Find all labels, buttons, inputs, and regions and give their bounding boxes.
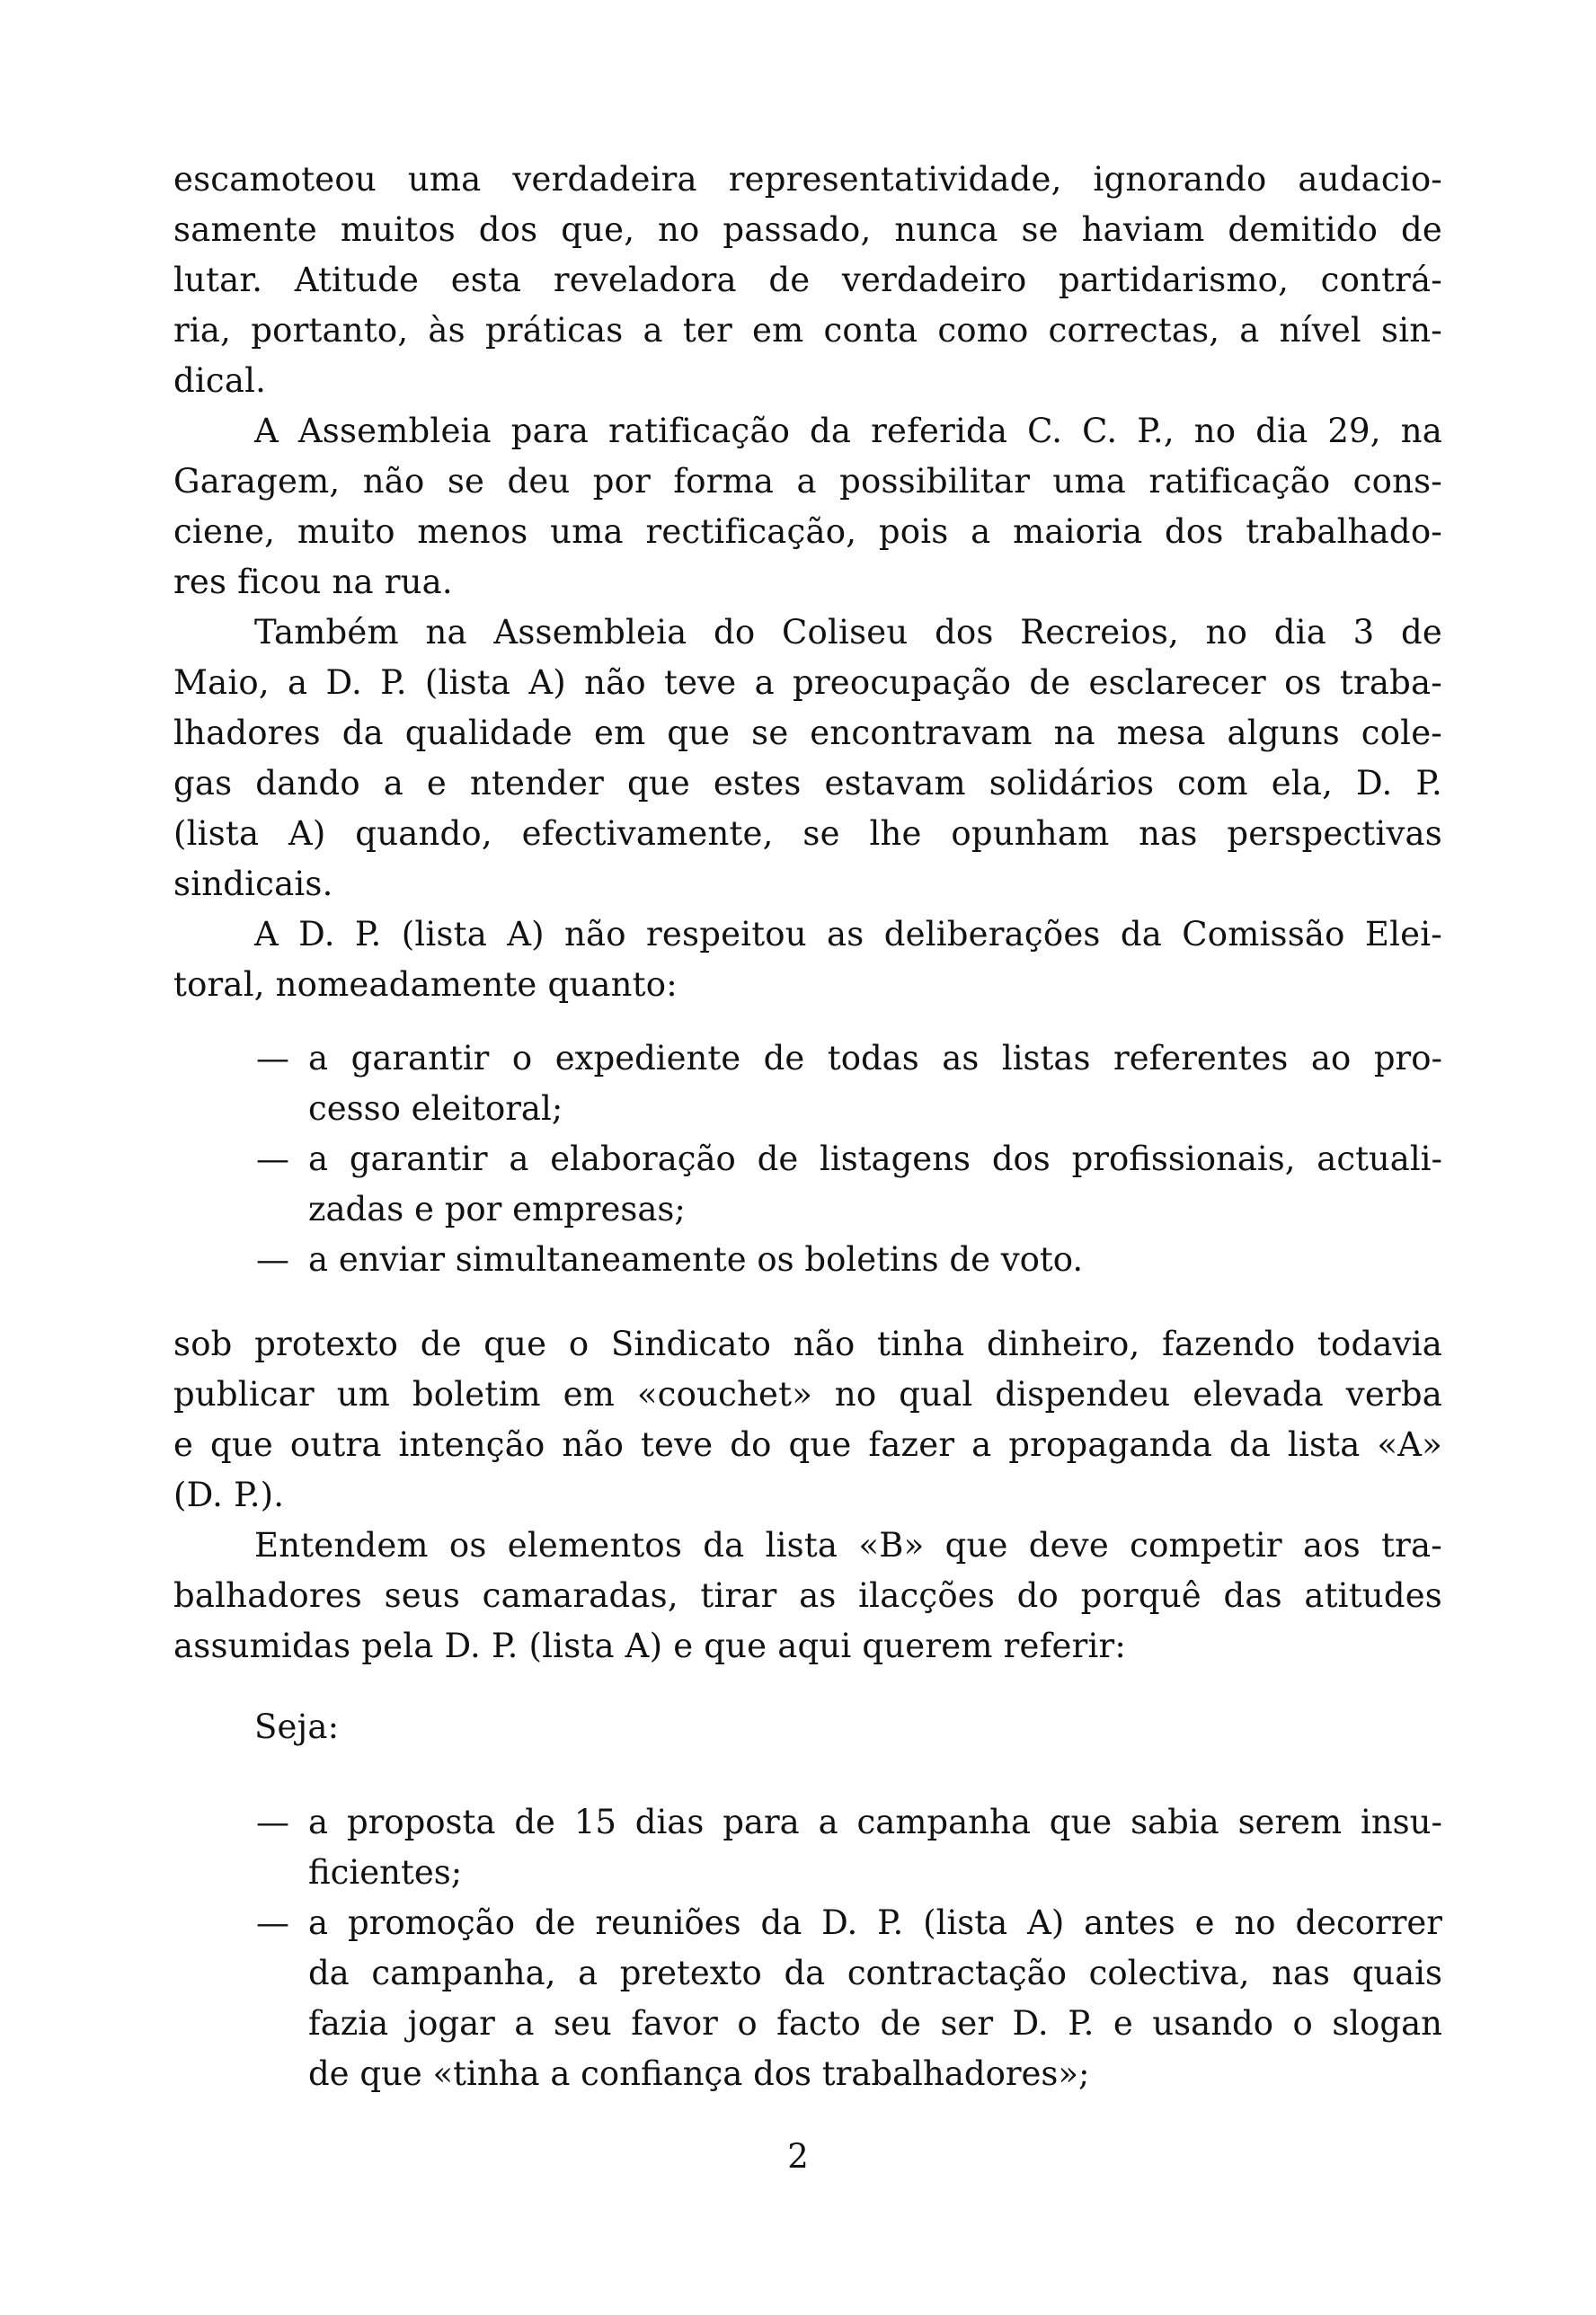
list-2-item-2-line-3: fazia jogar a seu favor o facto de ser D. P. e usando o slogan: [308, 2004, 1442, 2043]
paragraph-3-line-5: (lista A) quando, efectivamente, se lhe opunham nas perspectivas: [173, 814, 1442, 853]
list-1-item-3-line-1: a enviar simultaneamente os boletins de voto.: [308, 1240, 1084, 1279]
list-1-item-1-line-1: a garantir o expediente de todas as listas referentes ao pro-: [308, 1039, 1442, 1078]
list-dash: —: [256, 1803, 289, 1841]
list-1-item-1-line-2: cesso eleitoral;: [308, 1089, 563, 1128]
paragraph-1-line-3: lutar. Atitude esta reveladora de verdadeiro partidarismo, contrá-: [173, 261, 1442, 299]
paragraph-4-line-2: toral, nomeadamente quanto:: [173, 965, 678, 1004]
paragraph-4-line-1: A D. P. (lista A) não respeitou as deliberações da Comissão Elei-: [254, 915, 1442, 953]
paragraph-2-line-3: ciene, muito menos uma rectificação, pois a maioria dos trabalhado-: [173, 512, 1442, 551]
paragraph-2-line-2: Garagem, não se deu por forma a possibilitar uma ratificação cons-: [173, 462, 1442, 501]
paragraph-3-line-6: sindicais.: [173, 865, 333, 903]
paragraph-5-line-2: publicar um boletim em «couchet» no qual dispendeu elevada verba: [173, 1375, 1442, 1414]
paragraph-2-line-1: A Assembleia para ratificação da referida C. C. P., no dia 29, na: [254, 412, 1442, 450]
paragraph-1-line-4: ria, portanto, às práticas a ter em conta como correctas, a nível sin-: [173, 311, 1442, 350]
list-2-item-2-line-1: a promoção de reuniões da D. P. (lista A) antes e no decorrer: [308, 1903, 1442, 1942]
paragraph-6-line-1: Entendem os elementos da lista «B» que deve competir aos tra-: [254, 1526, 1442, 1565]
list-dash: —: [256, 1140, 289, 1178]
seja-label: Seja:: [254, 1707, 340, 1746]
paragraph-2-line-4: res ficou na rua.: [173, 563, 453, 601]
paragraph-3-line-3: lhadores da qualidade em que se encontravam na mesa alguns cole-: [173, 714, 1442, 752]
paragraph-3-line-4: gas dando a e ntender que estes estavam solidários com ela, D. P.: [173, 764, 1442, 803]
paragraph-1-line-1: escamoteou uma verdadeira representatividade, ignorando audacio-: [173, 160, 1442, 199]
paragraph-5-line-1: sob protexto de que o Sindicato não tinha dinheiro, fazendo todavia: [173, 1325, 1442, 1363]
list-1-item-2-line-2: zadas e por empresas;: [308, 1190, 686, 1228]
paragraph-1-line-2: samente muitos dos que, no passado, nunca se haviam demitido de: [173, 210, 1442, 249]
paragraph-1-line-5: dical.: [173, 361, 267, 400]
list-2-item-1-line-2: ficientes;: [308, 1853, 463, 1892]
paragraph-3-line-1: Também na Assembleia do Coliseu dos Recreios, no dia 3 de: [254, 613, 1442, 652]
list-dash: —: [256, 1240, 289, 1279]
list-dash: —: [256, 1903, 289, 1942]
page-number: 2: [787, 2137, 809, 2176]
list-dash: —: [256, 1039, 289, 1078]
list-2-item-2-line-4: de que «tinha a confiança dos trabalhadores»;: [308, 2054, 1090, 2093]
list-1-item-2-line-1: a garantir a elaboração de listagens dos profissionais, actuali-: [308, 1140, 1442, 1178]
paragraph-5-line-4: (D. P.).: [173, 1476, 285, 1514]
paragraph-6-line-3: assumidas pela D. P. (lista A) e que aqui querem referir:: [173, 1627, 1127, 1665]
paragraph-3-line-2: Maio, a D. P. (lista A) não teve a preocupação de esclarecer os traba-: [173, 663, 1442, 702]
list-2-item-2-line-2: da campanha, a pretexto da contractação colectiva, nas quais: [308, 1954, 1442, 1992]
paragraph-5-line-3: e que outra intenção não teve do que fazer a propaganda da lista «A»: [173, 1425, 1442, 1464]
paragraph-6-line-2: balhadores seus camaradas, tirar as ilacções do porquê das atitudes: [173, 1576, 1442, 1615]
list-2-item-1-line-1: a proposta de 15 dias para a campanha que sabia serem insu-: [308, 1803, 1442, 1841]
